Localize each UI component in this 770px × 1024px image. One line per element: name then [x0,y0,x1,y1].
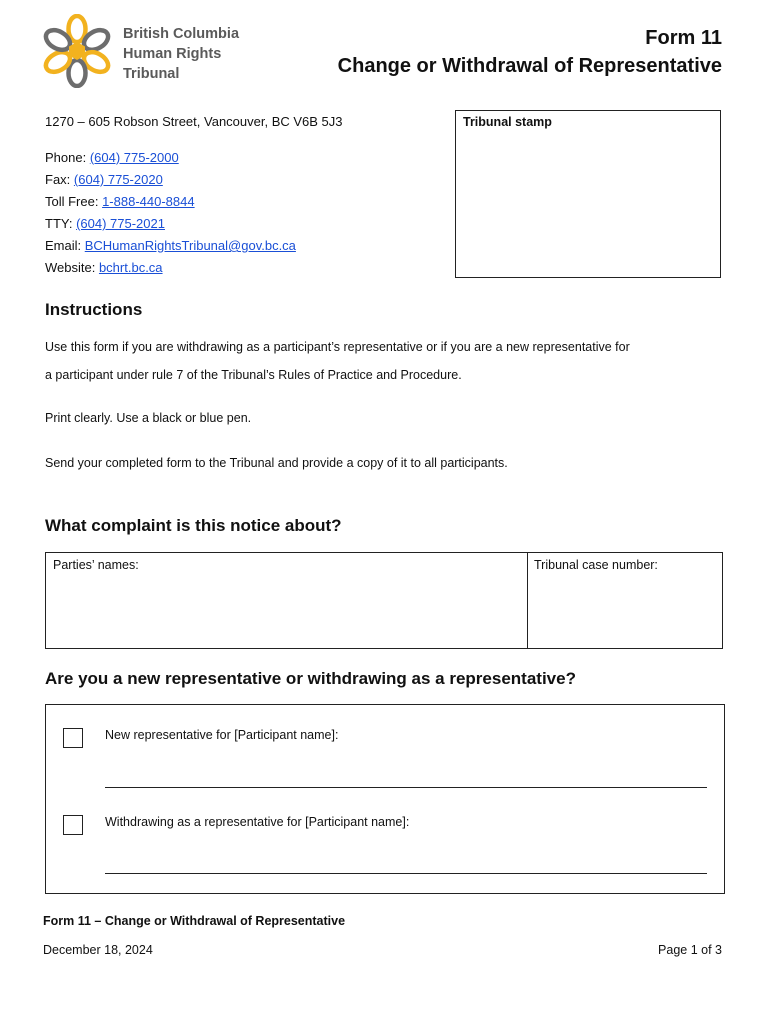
new-representative-label: New representative for [Participant name]: [105,728,339,742]
website-label: Website: [45,260,99,275]
withdrawing-label: Withdrawing as a representative for [Participant name]: [105,815,410,829]
org-name-line-1: British Columbia [123,26,240,42]
withdrawing-checkbox[interactable] [63,815,83,835]
email-label: Email: [45,238,85,253]
website-link[interactable]: bchrt.bc.ca [98,260,163,275]
tty-row [45,213,165,235]
new-representative-checkbox[interactable] [63,728,83,748]
tollfree-row [45,191,195,213]
fax-link[interactable]: (604) 775-2020 [73,172,163,187]
phone-link[interactable]: (604) 775-2000 [89,150,179,165]
form-number: Form 11 [645,27,722,49]
instructions-heading: Instructions [45,300,143,319]
fax-row [45,169,163,191]
form-title: Change or Withdrawal of Representative [337,55,722,77]
tribunal-stamp-box [455,110,721,278]
tty-label: TTY: [45,216,77,231]
tollfree-link[interactable]: 1-888-440-8844 [102,194,195,209]
org-name-line-3: Tribunal [123,66,180,82]
complaint-table [45,552,723,649]
logo-petal-top [69,16,86,42]
website-row [45,257,163,279]
withdrawing-name-line[interactable] [105,873,707,874]
representative-heading: Are you a new representative or withdrawing as a representative? [45,669,576,688]
fax-label: Fax: [45,172,74,187]
tribunal-stamp-label: Tribunal stamp [463,115,552,129]
bchrt-logo [40,14,114,88]
email-link[interactable]: BCHumanRightsTribunal@gov.bc.ca [84,238,296,253]
instructions-line-3: Print clearly. Use a black or blue pen. [45,411,252,425]
phone-label: Phone: [45,150,90,165]
representative-box [45,704,725,894]
logo-petal-bottom [69,60,86,86]
footer-date: December 18, 2024 [43,943,153,957]
email-row [45,235,296,257]
tollfree-label: Toll Free: [45,194,103,209]
tty-link[interactable]: (604) 775-2021 [76,216,165,231]
parties-names-label: Parties’ names: [53,558,139,572]
instructions-line-4: Send your completed form to the Tribunal and provide a copy of it to all participants. [45,456,508,470]
instructions-line-2: a participant under rule 7 of the Tribunal’s Rules of Practice and Procedure. [45,368,462,382]
address: 1270 – 605 Robson Street, Vancouver, BC V6B 5J3 [45,114,343,129]
complaint-heading: What complaint is this notice about? [45,516,342,535]
footer-page-number: Page 1 of 3 [658,943,722,957]
new-representative-name-line[interactable] [105,787,707,788]
instructions-line-1: Use this form if you are withdrawing as a participant’s representative or if you are a new representative for [45,340,630,354]
complaint-table-divider [527,553,528,648]
org-name-line-2: Human Rights [123,46,222,62]
case-number-label: Tribunal case number: [534,558,658,572]
phone-row [45,147,179,169]
footer-form-ref: Form 11 – Change or Withdrawal of Representative [43,914,346,928]
